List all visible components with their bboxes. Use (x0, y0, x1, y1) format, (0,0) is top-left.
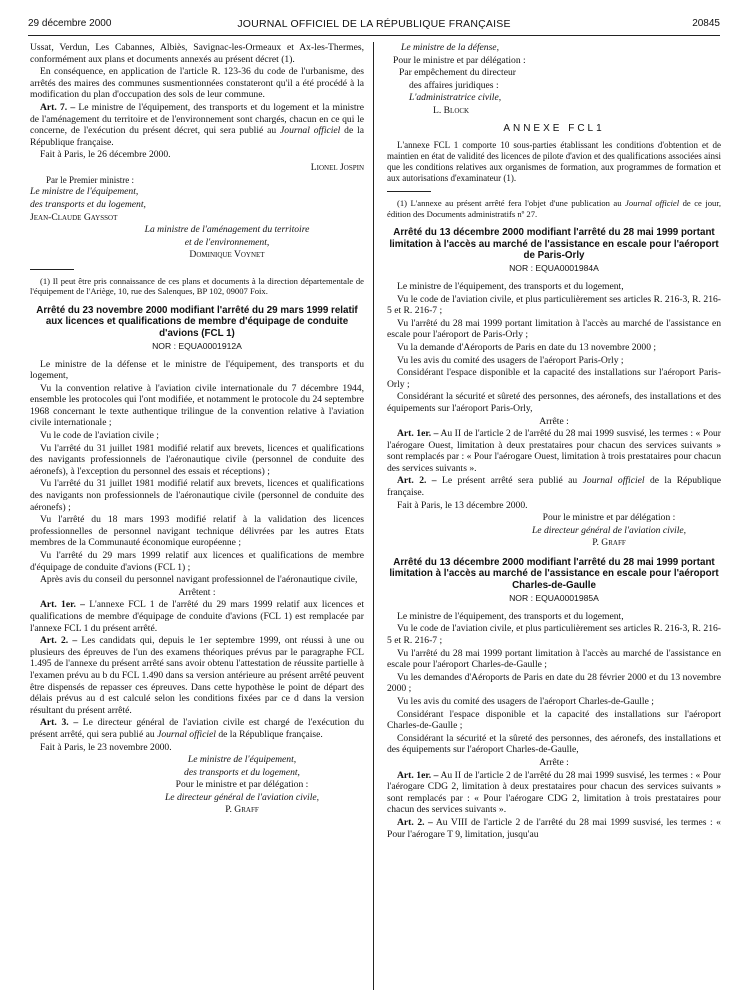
paragraph: Vu l'arrêté du 28 mai 1999 portant limitation à l'accès au marché de l'assistance en escale pour l'aéroport de Paris-Orly ; (387, 317, 721, 341)
nor-reference: NOR : EQUA0001912A (152, 340, 242, 351)
signature-graff: P. Graff (592, 537, 626, 549)
paragraph: Considérant la sécurité et la sûreté des personnes, des aéronefs, des installations et des équipements sur l'aéroport Charles-de-Gaulle, (387, 732, 721, 756)
page-header (28, 18, 720, 34)
paragraph: Le ministre de la défense et le ministre de l'équipement, des transports et du logement, (30, 358, 364, 382)
article-2: Art. 2. – Les candidats qui, depuis le 1er septembre 1999, ont réussi à une ou plusieurs des épreuves de l'un des examens théoriques prévus par le paragraphe FCL 1.495 de l'annexe du présent arrêté sans avoir obtenu l'attestation de réussite partielle à l'examen prévu au b du FCL 1.490 dans sa version antérieure au présent arrêté peuvent être dispensés de repasser ces épreuves. Dans cette hypothèse le point de départ des délais prévus au d est calculé selon les conditions fixées par ce d dans la version résultant du présent arrêté. (30, 635, 364, 716)
footnote-separator (387, 191, 431, 192)
signature-line: Le ministre de l'équipement, (187, 754, 297, 766)
nor-reference: NOR : EQUA0001985A (509, 593, 599, 604)
signature-line: des transports et du logement, (30, 198, 146, 210)
paragraph: Vu les demandes d'Aéroports de Paris en date du 28 février 2000 et du 13 novembre 2000 ; (387, 671, 721, 695)
header-rule (28, 35, 720, 36)
paragraph: Vu les avis du comité des usagers de l'aéroport Paris-Orly ; (397, 354, 624, 366)
signature-block: L. Block (433, 104, 470, 116)
paragraph: Vu le code de l'aviation civile ; (40, 430, 159, 442)
nor-reference: NOR : EQUA0001984A (509, 263, 599, 274)
paragraph: Vu la convention relative à l'aviation civile internationale du 7 décembre 1944, ensemble les protocoles qui l'ont modifiée, et notamment le protocole du 24 septembre 1968 concernant le texte authentique trilingue de la convention relative à l'aviation civile internationale ; (30, 382, 364, 429)
decree-title: Arrêté du 13 décembre 2000 modifiant l'arrêté du 28 mai 1999 portant limitation à l'accès au marché de l'assistance en escale pour l'aéroport Charles-de-Gaulle (389, 557, 719, 591)
arrete-heading: Arrête : (539, 756, 569, 768)
paragraph: Ussat, Verdun, Les Cabannes, Albiès, Savignac-les-Ormeaux et Ax-les-Thermes, conformément aux plans et documents annexés au présent décret (1). (30, 42, 364, 65)
annex-heading: ANNEXE FCL1 (503, 122, 605, 134)
date-line: Fait à Paris, le 13 décembre 2000. (397, 499, 528, 511)
signature-line: Par le Premier ministre : (46, 174, 134, 185)
signature-graff: P. Graff (225, 804, 259, 816)
footnote: (1) Il peut être pris connaissance de ces plans et documents à la direction départementale de l'équipement de l'Ariège, 10, rue des Salenques, BP 102, 09007 Foix. (30, 275, 364, 297)
header-page-number: 20845 (692, 18, 720, 29)
left-column (30, 42, 364, 817)
paragraph: Vu la demande d'Aéroports de Paris en date du 13 novembre 2000 ; (397, 341, 657, 353)
signature-jospin: Lionel Jospin (310, 161, 364, 173)
article-1: Art. 1er. – Au II de l'article 2 de l'arrêté du 28 mai 1999 susvisé, les termes : « Pour l'aérogare CDG 2, limitation à deux prestataires pour chacun des services suivants » sont remplacés par : « Pour l'aérogare CDG 2, limitation à trois prestataires pour chacun des services suivants ». (387, 769, 721, 816)
column-divider (373, 42, 374, 990)
article-1: Art. 1er. – L'annexe FCL 1 de l'arrêté du 29 mars 1999 relatif aux licences et qualifications de membre d'équipage de conduite d'avions (FCL 1) est remplacée par l'annexe FCL 1 du présent arrêté. (30, 599, 364, 634)
header-journal-title: JOURNAL OFFICIEL DE LA RÉPUBLIQUE FRANÇAISE (237, 18, 511, 30)
paragraph: Vu le code de l'aviation civile, et plus particulièrement ses articles R. 216-3, R. 216-5 et R. 216-7 ; (387, 623, 721, 647)
paragraph: L'annexe FCL 1 comporte 10 sous-parties établissant les conditions d'obtention et de maintien en état de validité des licences de pilote d'avion et des qualifications associées ainsi que les conditions relatives aux organismes de formation, aux programmes de formation et aux autorisations d'examinateur (1). (387, 140, 722, 183)
paragraph: En conséquence, en application de l'article R. 123-36 du code de l'urbanisme, des arrêtés des maires des communes susmentionnées constateront qu'il a été procédé à la modification du plan d'occupation des sols de leur commune. (30, 66, 364, 101)
signature-line: Le ministre de la défense, (401, 42, 499, 53)
paragraph: Considérant la sécurité et sûreté des personnes, des aéronefs, des installations et des équipements sur l'aéroport Paris-Orly, (387, 391, 721, 414)
decree-title: Arrêté du 13 décembre 2000 modifiant l'arrêté du 28 mai 1999 portant limitation à l'accès au marché de l'assistance en escale pour l'aéroport de Paris-Orly (389, 227, 719, 261)
paragraph: Considérant l'espace disponible et la capacité des installations sur l'aéroport Paris-Orly ; (387, 367, 721, 390)
paragraph: Vu les avis du comité des usagers de l'aéroport Charles-de-Gaulle ; (397, 696, 654, 707)
signature-line: Pour le ministre et par délégation : (393, 54, 526, 66)
paragraph: Vu l'arrêté du 28 mai 1999 portant limitation à l'accès au marché de l'assistance en escale pour l'aéroport Charles-de-Gaulle ; (387, 647, 721, 671)
paragraph: Vu l'arrêté du 31 juillet 1981 modifié relatif aux brevets, licences et qualifications des navigants non professionnels de l'aéronautique civile (personnel de conduite des aéronefs) ; (30, 478, 364, 513)
date-line: Fait à Paris, le 23 novembre 2000. (40, 741, 172, 753)
signature-line: Le directeur général de l'aviation civile, (531, 524, 687, 536)
paragraph: Vu l'arrêté du 18 mars 1993 modifié relatif à la validation des licences professionnelles de personnel navigant technique délivrées par les autres Etats membres de la Communauté économique européenne ; (30, 514, 364, 549)
paragraph: Vu l'arrêté du 29 mars 1999 relatif aux licences et qualifications de membre d'équipage de conduite d'avions (FCL 1) ; (30, 550, 364, 573)
paragraph: Considérant l'espace disponible et la capacité des installations sur l'aéroport Charles-de-Gaulle ; (387, 708, 721, 732)
signature-line: Pour le ministre et par délégation : (542, 512, 676, 524)
footnote-separator (30, 269, 74, 270)
signature-line: Pour le ministre et par délégation : (175, 779, 309, 791)
article-1: Art. 1er. – Au II de l'article 2 de l'arrêté du 28 mai 1999 susvisé, les termes : « Pour l'aérogare Ouest, limitation à deux prestataires pour chacun des services suivants » sont remplacés par : « Pour l'aérogare Ouest, limitation à trois prestataires pour chacun des services suivants ». (387, 428, 721, 474)
article-2: Art. 2. – Au VIII de l'article 2 de l'arrêté du 28 mai 1999 susvisé, les termes : « Pour l'aérogare T 9, limitation, jusqu'au (387, 816, 721, 840)
decree-title: Arrêté du 23 novembre 2000 modifiant l'arrêté du 29 mars 1999 relatif aux licences et qualifications de membre d'équipage de conduite d'avions (FCL 1) (36, 304, 358, 339)
signature-line: des affaires juridiques : (409, 79, 499, 91)
paragraph: Après avis du conseil du personnel navigant professionnel de l'aéronautique civile, (40, 574, 358, 586)
paragraph: Vu le code de l'aviation civile, et plus particulièrement ses articles R. 216-3, R. 216-5 et R. 216-7 ; (387, 293, 721, 317)
footnote: (1) L'annexe au présent arrêté fera l'objet d'une publication au Journal officiel de ce jour, édition des Documents administratifs nº 27. (387, 198, 721, 219)
arrete-heading: Arrête : (539, 415, 569, 427)
signature-line: Par empêchement du directeur (399, 67, 516, 79)
paragraph: Le ministre de l'équipement, des transports et du logement, (397, 280, 624, 292)
header-date: 29 décembre 2000 (28, 18, 112, 29)
article-2: Art. 2. – Le présent arrêté sera publié au Journal officiel de la République française. (387, 475, 721, 499)
signature-line: Le ministre de l'équipement, (30, 186, 139, 198)
signature-line: La ministre de l'aménagement du territoire (144, 224, 310, 236)
right-column (387, 42, 721, 841)
signature-line: des transports et du logement, (184, 766, 300, 778)
signature-line: L'administratrice civile, (409, 92, 502, 104)
date-line: Fait à Paris, le 26 décembre 2000. (40, 149, 171, 161)
paragraph: Vu l'arrêté du 31 juillet 1981 modifié relatif aux brevets, licences et qualifications des navigants professionnels de l'aéronautique civile (personnel de conduite des aéronefs), à l'exception du personnel des essais et réceptions) ; (30, 442, 364, 477)
arretent-heading: Arrêtent : (178, 586, 216, 598)
article-3: Art. 3. – Le directeur général de l'aviation civile est chargé de l'exécution du présent arrêté, qui sera publié au Journal officiel de la République française. (30, 717, 364, 740)
article-7: Art. 7. – Le ministre de l'équipement, des transports et du logement et la ministre de l'aménagement du territoire et de l'environnement sont chargés, chacun en ce qui le concerne, de l'exécution du présent décret, qui sera publié au Journal officiel de la République française. (30, 101, 365, 148)
signature-line: Le directeur général de l'aviation civile, (164, 791, 320, 803)
signature-voynet: Dominique Voynet (189, 249, 265, 261)
signature-gayssot: Jean-Claude Gayssot (30, 211, 118, 223)
paragraph: Le ministre de l'équipement, des transports et du logement, (397, 610, 624, 622)
signature-line: et de l'environnement, (184, 236, 270, 248)
